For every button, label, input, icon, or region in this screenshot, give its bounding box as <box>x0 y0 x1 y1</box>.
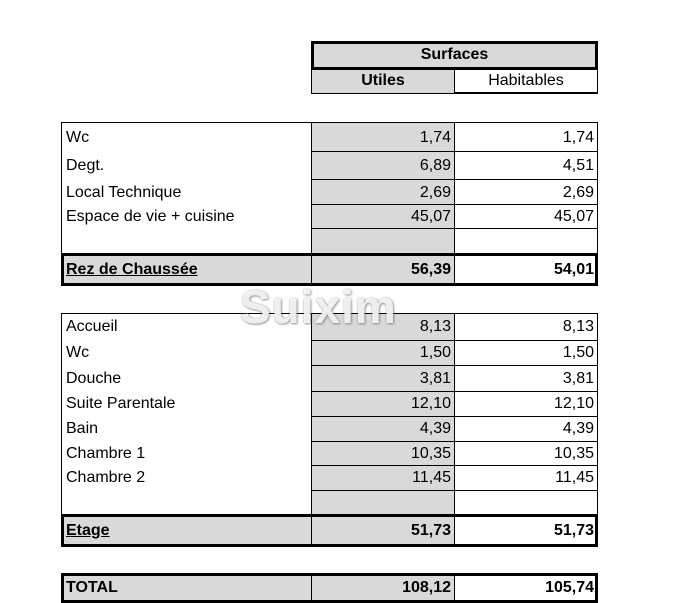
table-row-utile: 10,35 <box>410 445 451 462</box>
etage-grid-line <box>311 365 598 366</box>
etage-grid-line <box>311 441 598 442</box>
table-row-utile: 11,45 <box>412 469 451 486</box>
table-row-habitable: 2,69 <box>562 184 594 201</box>
table-row-utile: 6,89 <box>419 157 451 174</box>
etage-total-habitable: 51,73 <box>553 522 594 539</box>
table-row-utile: 3,81 <box>419 370 451 387</box>
table-row-habitable: 4,39 <box>562 420 594 437</box>
table-row-habitable: 3,81 <box>562 370 594 387</box>
utiles-header-text: Utiles <box>361 72 405 89</box>
table-row-habitable: 4,51 <box>562 157 594 174</box>
table-row-label: Bain <box>66 420 99 437</box>
etage-grid-line <box>311 340 598 341</box>
grand-total-label: TOTAL <box>66 579 118 596</box>
table-row-habitable: 1,74 <box>562 129 594 146</box>
table-row-label: Wc <box>66 129 90 146</box>
table-row-habitable: 45,07 <box>553 208 594 225</box>
rdc-grid-line <box>311 228 598 229</box>
grand-total-utile: 108,12 <box>402 579 451 596</box>
table-row-habitable: 11,45 <box>555 469 594 486</box>
etage-total-label: Etage <box>66 522 110 539</box>
table-row-utile: 8,13 <box>419 318 451 335</box>
rdc-grid-line <box>311 151 598 152</box>
etage-grid-line <box>311 490 598 491</box>
etage-grid-line <box>311 416 598 417</box>
table-row-label: Chambre 1 <box>66 445 146 462</box>
etage-grid-line <box>311 465 598 466</box>
table-row-label: Espace de vie + cuisine <box>66 208 235 225</box>
table-row-label: Chambre 2 <box>66 469 146 486</box>
rdc-total-utile: 56,39 <box>410 261 451 278</box>
watermark-logo: Suixim <box>240 281 397 333</box>
table-row-utile: 45,07 <box>410 208 451 225</box>
grand-total-habitable: 105,74 <box>545 579 594 596</box>
table-row-label: Douche <box>66 370 122 387</box>
rdc-grid-line <box>311 204 598 205</box>
table-row-utile: 12,10 <box>410 395 451 412</box>
rdc-total-habitable: 54,01 <box>553 261 594 278</box>
table-row-habitable: 8,13 <box>562 318 594 335</box>
table-row-label: Wc <box>66 344 90 361</box>
table-row-habitable: 1,50 <box>562 344 594 361</box>
table-row-utile: 1,74 <box>419 129 451 146</box>
table-row-label: Suite Parentale <box>66 395 176 412</box>
table-row-habitable: 12,10 <box>553 395 594 412</box>
table-row-habitable: 10,35 <box>553 445 594 462</box>
table-row-utile: 2,69 <box>419 184 451 201</box>
table-row-utile: 1,50 <box>419 344 451 361</box>
table-row-label: Degt. <box>66 157 105 174</box>
table-row-utile: 4,39 <box>419 420 451 437</box>
etage-total-utile: 51,73 <box>410 522 451 539</box>
rdc-grid-line <box>311 179 598 180</box>
table-row-label: Local Technique <box>66 184 182 201</box>
etage-grid-line <box>311 391 598 392</box>
table-row-label: Accueil <box>66 318 118 335</box>
habitables-header-text: Habitables <box>488 72 564 89</box>
rdc-total-label: Rez de Chaussée <box>66 261 198 278</box>
surfaces-header-text: Surfaces <box>420 46 489 63</box>
